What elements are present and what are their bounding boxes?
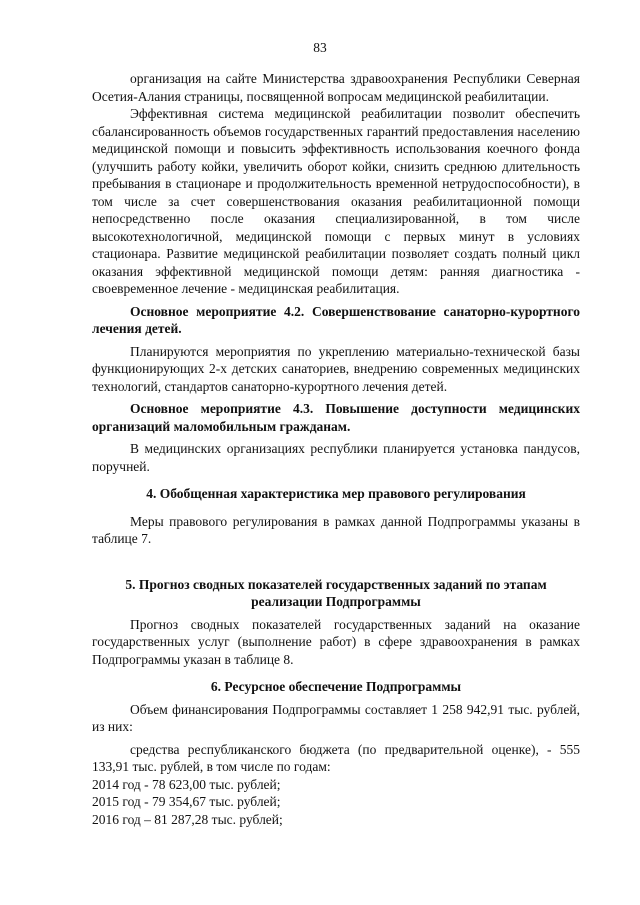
page-number: 83 xyxy=(313,40,327,55)
funding-year-2016: 2016 год – 81 287,28 тыс. рублей; xyxy=(92,811,283,827)
heading-activity-4-3: Основное мероприятие 4.3. Повышение доступности медицинских организаций маломобильным гражданам. xyxy=(92,401,580,434)
heading-section-5: 5. Прогноз сводных показателей государственных заданий по этапам реализации Подпрограммы xyxy=(125,576,547,609)
funding-year-2014: 2014 год - 78 623,00 тыс. рублей; xyxy=(92,776,281,792)
heading-section-4: 4. Обобщенная характеристика мер правового регулирования xyxy=(146,486,526,501)
heading-activity-4-2: Основное мероприятие 4.2. Совершенствование санаторно-курортного лечения детей. xyxy=(92,303,580,336)
heading-section-6: 6. Ресурсное обеспечение Подпрограммы xyxy=(210,679,462,694)
paragraph-funding-total: Объем финансирования Подпрограммы составляет 1 258 942,91 тыс. рублей, из них: xyxy=(92,701,580,734)
paragraph-sanatorium: Планируются мероприятия по укреплению материально-технической базы функционирующих 2-х детских санаториев, внедрению современных медицинских технологий, стандартов санаторно-курортного лечения детей. xyxy=(92,343,580,394)
paragraph-legal-measures: Меры правового регулирования в рамках данной Подпрограммы указаны в таблице 7. xyxy=(92,513,580,546)
paragraph-site-page: организация на сайте Министерства здравоохранения Республики Северная Осетия-Алания страницы, посвященной вопросам медицинской реабилитации. xyxy=(92,71,580,104)
paragraph-republic-budget: средства республиканского бюджета (по предварительной оценке), - 555 133,91 тыс. рублей, в том числе по годам: xyxy=(92,741,580,774)
paragraph-rehab-system: Эффективная система медицинской реабилитации позволит обеспечить сбалансированность объемов государственных гарантий предоставления населению медицинской помощи и повысить эффективность использования коечного фонда (улучшить работу койки, увеличить оборот койки, снизить среднюю длительность пребывания в стационаре и продолжительность временной нетрудоспособности), в том числе за счет совершенствования оказания реабилитационной помощи непосредственно после оказания специализированной, в том числе высокотехнологичной, медицинской помощи с первых минут в условиях стационара. Развитие медицинской реабилитации позволяет создать полный цикл оказания эффективной медицинской помощи детям: ранняя диагностика - своевременное лечение - медицинская реабилитация. xyxy=(92,106,580,296)
document-body xyxy=(92,70,580,828)
paragraph-ramps: В медицинских организациях республики планируется установка пандусов, поручней. xyxy=(92,441,580,474)
funding-year-2015: 2015 год - 79 354,67 тыс. рублей; xyxy=(92,794,281,809)
paragraph-state-tasks: Прогноз сводных показателей государственных заданий на оказание государственных услуг (выполнение работ) в сфере здравоохранения в рамках Подпрограммы указан в таблице 8. xyxy=(92,616,580,667)
